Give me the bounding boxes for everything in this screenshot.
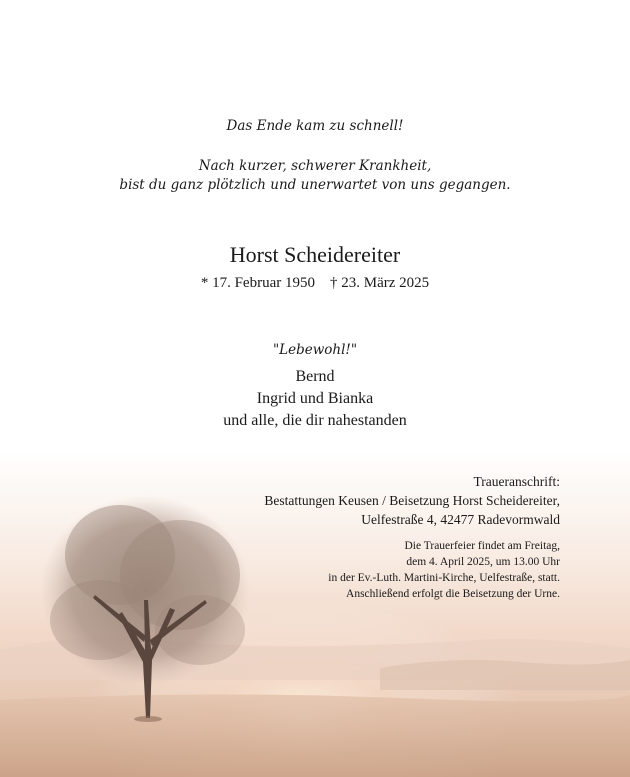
death-date: † 23. März 2025 (330, 275, 430, 291)
funeral-service-info (328, 538, 560, 602)
service-line: in der Ev.-Luth. Martini-Kirche, Uelfestraße, statt. (328, 572, 560, 584)
intro-line-1: Das Ende kam zu schnell! (226, 118, 404, 134)
condolence-address (264, 472, 560, 529)
farewell-quote: "Lebewohl!" (272, 342, 358, 358)
mourner-name: Bernd (295, 368, 335, 385)
mourners-list (0, 366, 630, 432)
address-line-1: Bestattungen Keusen / Beisetzung Horst Scheidereiter, (264, 493, 560, 508)
intro-line-3: bist du ganz plötzlich und unerwartet von uns gegangen. (119, 177, 511, 193)
birth-date: * 17. Februar 1950 (200, 275, 315, 291)
intro-line-2: Nach kurzer, schwerer Krankheit, (198, 158, 432, 174)
life-dates (0, 275, 630, 292)
deceased-name: Horst Scheidereiter (229, 242, 401, 267)
address-line-2: Uelfestraße 4, 42477 Radevormwald (361, 512, 560, 527)
mourner-name: und alle, die dir nahestanden (223, 412, 407, 429)
service-line: Anschließend erfolgt die Beisetzung der Urne. (346, 588, 560, 600)
service-line: dem 4. April 2025, um 13.00 Uhr (406, 556, 560, 568)
address-heading: Traueranschrift: (473, 474, 560, 489)
mourner-name: Ingrid und Bianka (256, 390, 374, 407)
service-line: Die Trauerfeier findet am Freitag, (404, 540, 560, 552)
